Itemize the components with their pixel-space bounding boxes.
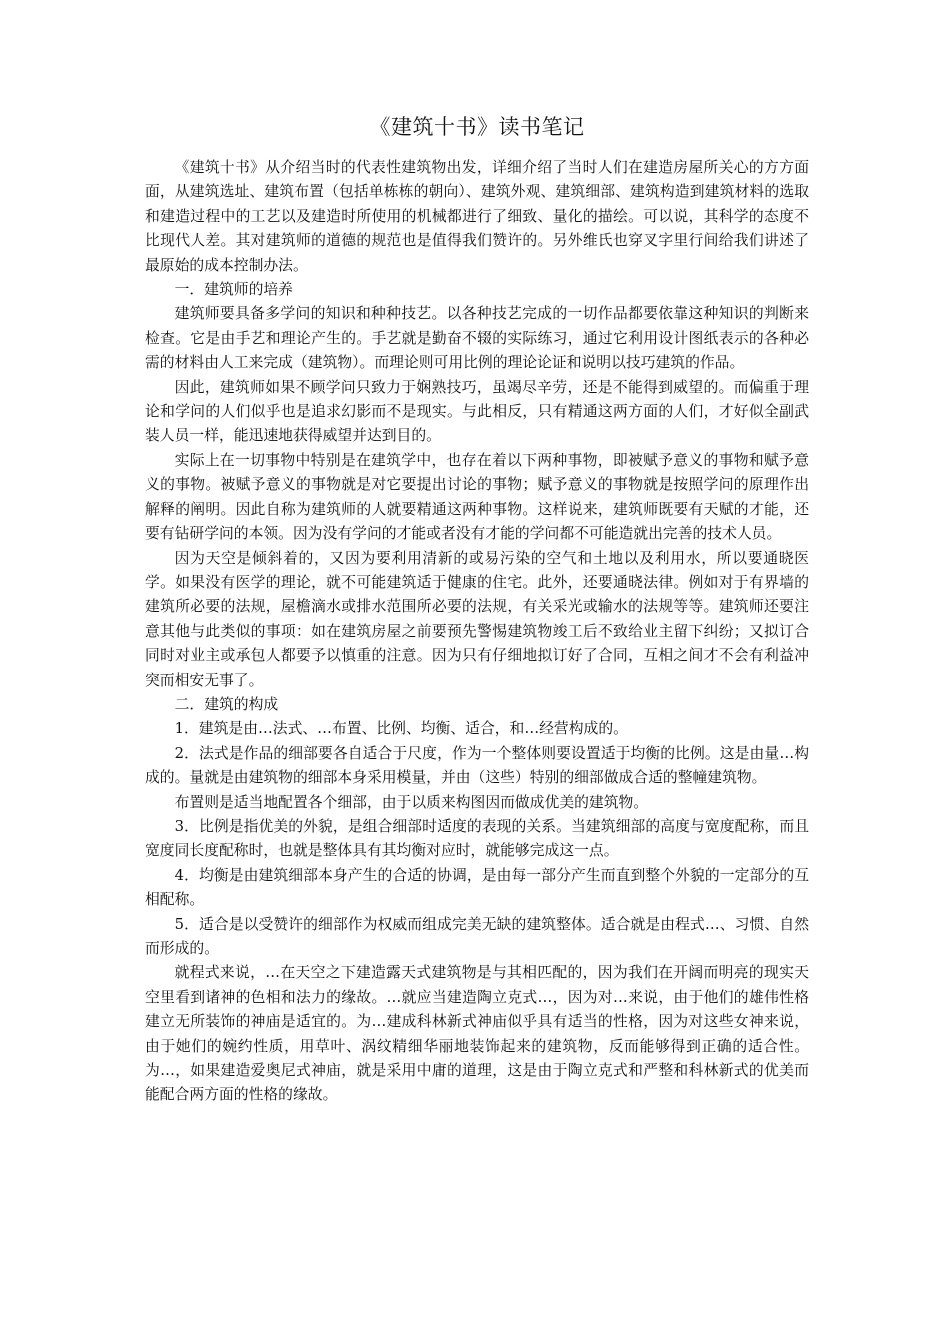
document-body [145, 156, 809, 1108]
numbered-item: 4．均衡是由建筑细部本身产生的合适的协调，是由每一部分产生而直到整个外貌的一定部分的互相配称。 [145, 866, 809, 909]
numbered-item: 1．建筑是由…法式、…布置、比例、均衡、适合，和…经营构成的。 [174, 720, 628, 738]
paragraph: 建筑师要具备多学问的知识和种种技艺。以各种技艺完成的一切作品都要依靠这种知识的判断来检查。它是由手艺和理论产生的。手艺就是勤奋不辍的实际练习，通过它利用设计图纸表示的各种必需的材料由人工来完成（建筑物）。而理论则可用比例的理论论证和说明以技巧建筑的作品。 [145, 305, 809, 372]
paragraph: 就程式来说，…在天空之下建造露天式建筑物是与其相匹配的，因为我们在开阔而明亮的现实天空里看到诸神的色相和法力的缘故。…就应当建造陶立克式…，因为对…来说，由于他们的雄伟性格建立无所装饰的神庙是适宜的。为…建成科林新式神庙似乎具有适当的性格，因为对这些女神来说，由于她们的婉约性质，用草叶、涡纹精细华丽地装饰起来的建筑物，反而能够得到正确的适合性。为…，如果建造爱奥尼式神庙，就是采用中庸的道理，这是由于陶立克式和严整和科林新式的优美而能配合两方面的性格的缘故。 [145, 964, 809, 1104]
paragraph: 因为天空是倾斜着的，又因为要利用清新的或易污染的空气和土地以及利用水，所以要通晓医学。如果没有医学的理论，就不可能建筑适于健康的住宅。此外，还要通晓法律。例如对于有界墙的建筑所必要的法规，屋檐滴水或排水范围所必要的法规，有关采光或输水的法规等等。建筑师还要注意其他与此类似的事项：如在建筑房屋之前要预先警惕建筑物竣工后不致给业主留下纠纷；又拟订合同时对业主或承包人都要予以慎重的注意。因为只有仔细地拟订好了合同，互相之间才不会有利益冲突而相安无事了。 [145, 549, 809, 689]
paragraph: 布置则是适当地配置各个细部，由于以质来构图因而做成优美的建筑物。 [174, 793, 649, 811]
numbered-item: 2．法式是作品的细部要各自适合于尺度，作为一个整体则要设置适于均衡的比例。这是由量…构成的。量就是由建筑物的细部本身采用模量，并由（这些）特别的细部做成合适的整幢建筑物。 [145, 744, 809, 787]
section-heading-building-composition: 二．建筑的构成 [174, 695, 279, 713]
document-page [145, 112, 809, 1108]
section-heading-architect-training: 一．建筑师的培养 [174, 281, 293, 299]
paragraph: 因此，建筑师如果不顾学问只致力于娴熟技巧，虽竭尽辛劳，还是不能得到威望的。而偏重于理论和学问的人们似乎也是追求幻影而不是现实。与此相反，只有精通这两方面的人们，才好似全副武装人员一样，能迅速地获得威望并达到目的。 [145, 378, 809, 445]
paragraph-intro: 《建筑十书》从介绍当时的代表性建筑物出发，详细介绍了当时人们在建造房屋所关心的方方面面，从建筑选址、建筑布置（包括单栋栋的朝向）、建筑外观、建筑细部、建筑构造到建筑材料的选取和建造过程中的工艺以及建造时所使用的机械都进行了细致、量化的描绘。可以说，其科学的态度不比现代人差。其对建筑师的道德的规范也是值得我们赞许的。另外维氏也穿叉字里行间给我们讲述了最原始的成本控制办法。 [145, 159, 809, 274]
numbered-item: 5．适合是以受赞许的细部作为权威而组成完美无缺的建筑整体。适合就是由程式…、习惯、自然而形成的。 [145, 915, 809, 957]
numbered-item: 3．比例是指优美的外貌，是组合细部时适度的表现的关系。当建筑细部的高度与宽度配称，而且宽度同长度配称时，也就是整体具有其均衡对应时，就能够完成这一点。 [145, 817, 809, 860]
paragraph: 实际上在一切事物中特别是在建筑学中，也存在着以下两种事物，即被赋予意义的事物和赋予意义的事物。被赋予意义的事物就是对它要提出讨论的事物；赋予意义的事物就是按照学问的原理作出解释的阐明。因此自称为建筑师的人就要精通这两种事物。这样说来，建筑师既要有天赋的才能，还要有钻研学问的本领。因为没有学问的才能或者没有才能的学问都不可能造就出完善的技术人员。 [145, 451, 809, 543]
document-title: 《建筑十书》读书笔记 [369, 115, 585, 139]
